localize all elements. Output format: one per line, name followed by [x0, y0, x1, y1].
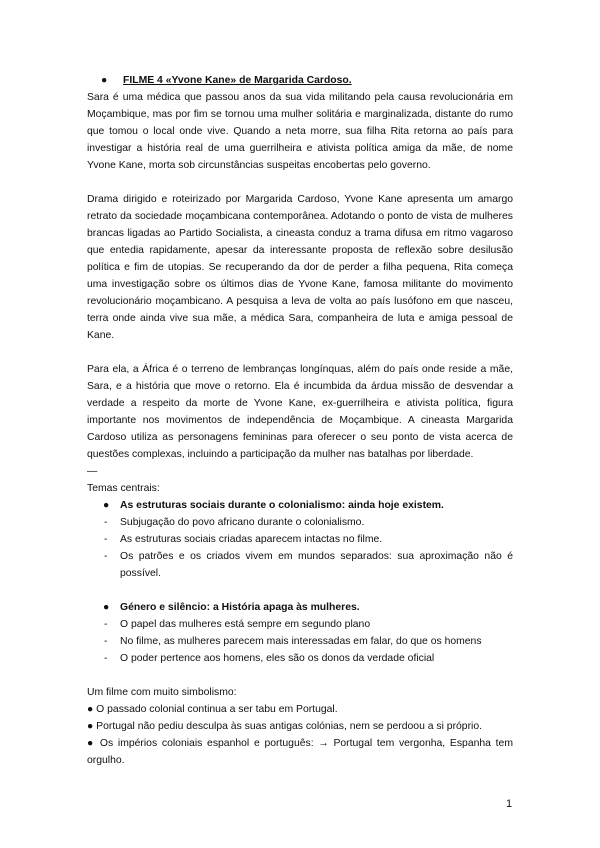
film-heading-text: FILME 4 «Yvone Kane» de Margarida Cardoso.: [123, 75, 352, 86]
list-item: - Subjugação do povo africano durante o colonialismo.: [87, 514, 513, 531]
theme-section-title-text: As estruturas sociais durante o colonialismo: ainda hoje existem.: [120, 500, 444, 511]
dash-icon: -: [104, 517, 108, 528]
theme-section-title-text: Género e silêncio: a História apaga às mulheres.: [120, 602, 360, 613]
document-content: [87, 72, 513, 769]
list-item: ● Portugal não pediu desculpa às suas antigas colónias, nem se perdoou a si próprio.: [87, 721, 483, 732]
list-item: - As estruturas sociais criadas aparecem intactas no filme.: [87, 531, 513, 548]
film-heading: [87, 72, 513, 89]
theme-section-title: [87, 497, 513, 514]
bullet-icon: ●: [103, 500, 110, 511]
paragraph-synopsis: Sara é uma médica que passou anos da sua vida militando pela causa revolucionária em Moçambique, mas por fim se tornou uma mulher solitária e marginalizada, distante do rumo que tomou o local onde vive. Quando a neta morre, sua filha Rita retorna ao país para investigar a história real de uma guerrilheira e ativista política amiga da mãe, de nome Yvone Kane, morta sob circunstâncias suspeitas encobertas pelo governo.: [87, 92, 513, 171]
dash-icon: -: [104, 551, 108, 562]
themes-title: Temas centrais:: [87, 483, 160, 494]
theme-section-title: [87, 599, 513, 616]
symbolism-list: [87, 701, 513, 769]
theme-items-list: [87, 514, 513, 582]
bullet-icon: ●: [103, 602, 110, 613]
bullet-icon: ●: [101, 75, 108, 86]
paragraph-context: Para ela, a África é o terreno de lembranças longínquas, além do país onde reside a mãe, Sara, e a história que move o retorno. Ela é incumbida da árdua missão de desvendar a verdade a respeito da morte de Yvone Kane, ex-guerrilheira e ativista política, figura importante nos movimentos de independência de Moçambique. A cineasta Margarida Cardoso utiliza as personagens femininas para oferecer o seu ponto de vista acerca de questões complexas, incluindo a participação da mulher nas batalhas por liberdade.: [87, 364, 513, 460]
list-item: - No filme, as mulheres parecem mais interessadas em falar, do que os homens: [87, 633, 513, 650]
list-item: - O poder pertence aos homens, eles são os donos da verdade oficial: [87, 650, 513, 667]
list-item: ● Os impérios coloniais espanhol e português: → Portugal tem vergonha, Espanha tem orgulho.: [87, 738, 513, 766]
dash-icon: -: [104, 653, 108, 664]
dash-icon: -: [104, 534, 108, 545]
list-item: ● O passado colonial continua a ser tabu em Portugal.: [87, 704, 338, 715]
list-item: - Os patrões e os criados vivem em mundos separados: sua aproximação não é possível.: [87, 548, 513, 582]
list-item: - O papel das mulheres está sempre em segundo plano: [87, 616, 513, 633]
em-dash-separator: —: [87, 466, 98, 477]
page-number: 1: [506, 798, 513, 810]
dash-icon: -: [104, 636, 108, 647]
paragraph-review: Drama dirigido e roteirizado por Margarida Cardoso, Yvone Kane apresenta um amargo retrato da sociedade moçambicana contemporânea. Adotando o ponto de vista de mulheres brancas ligadas ao Partido Socialista, a cineasta conduz a trama difusa em ritmo vagaroso que entedia rapidamente, apesar da interessante proposta de reflexão sobre desilusão política e fim de utopias. Se recuperando da dor de perder a filha pequena, Rita começa uma investigação sobre os últimos dias de Yvone Kane, famosa militante do movimento revolucionário moçambicano. A pesquisa a leva de volta ao país lusófono em que nasceu, terra onde ainda vive sua mãe, a médica Sara, companheira de luta e amiga pessoal de Kane.: [87, 194, 513, 341]
theme-items-list: [87, 616, 513, 667]
dash-icon: -: [104, 619, 108, 630]
symbolism-title: Um filme com muito simbolismo:: [87, 687, 237, 698]
